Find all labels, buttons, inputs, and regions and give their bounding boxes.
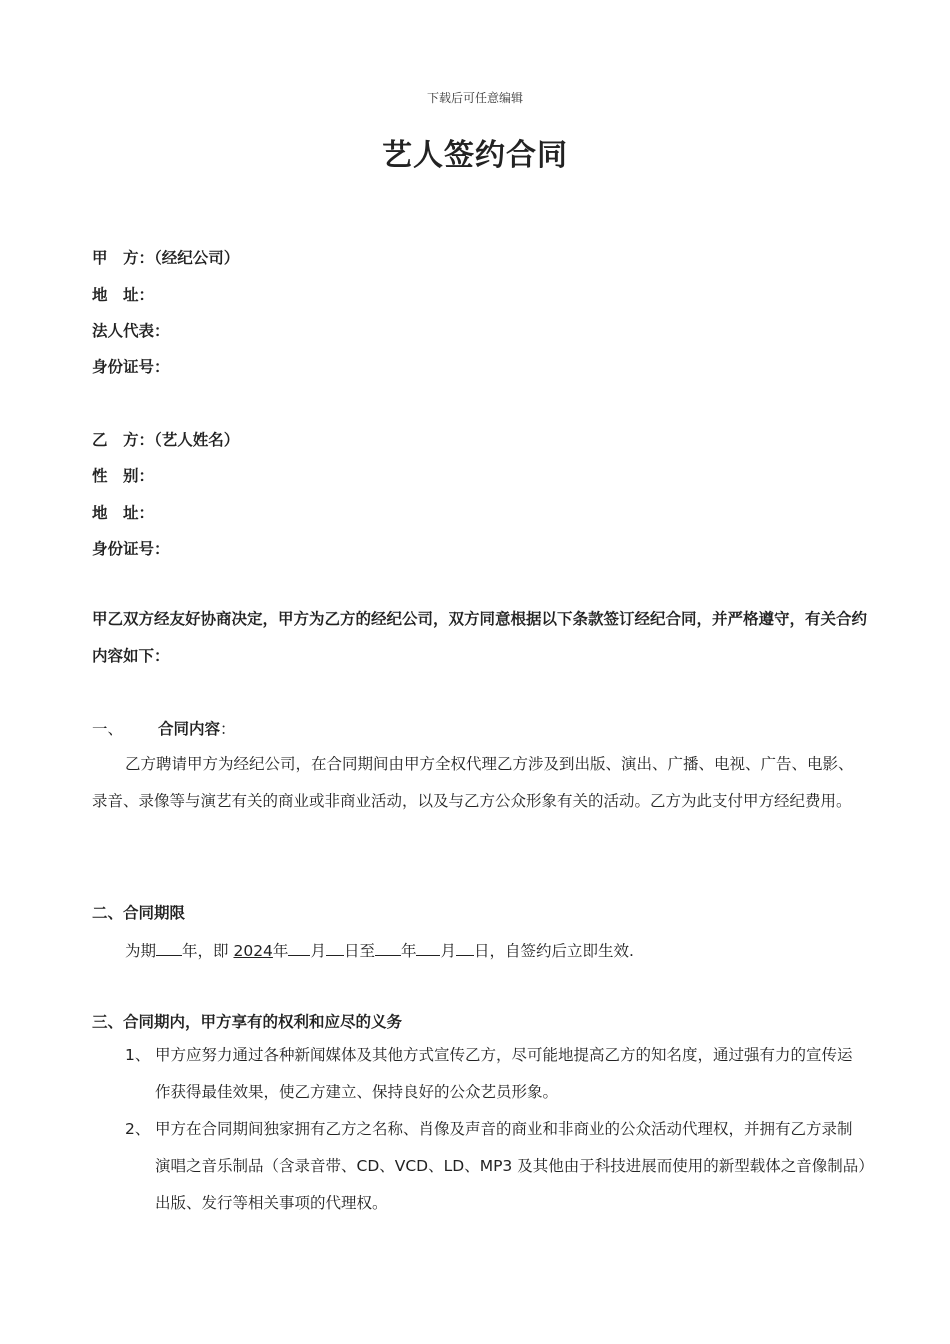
section1-heading (158, 717, 236, 739)
party-a-line (92, 246, 239, 268)
party-a-address-label: 地 址： (92, 286, 155, 304)
section1-body: 乙方聘请甲方为经纪公司，在合同期间由甲方全权代理乙方涉及到出版、演出、广播、电视、广告、电影、录音、录像等与演艺有关的商业或非商业活动，以及与乙方公众形象有关的活动。乙方为此支付甲方经纪费用。 (92, 755, 854, 810)
list-item-text: 甲方应努力通过各种新闻媒体及其他方式宣传乙方，尽可能地提高乙方的知名度，通过强有力的宣传运作获得最佳效果，使乙方建立、保持良好的公众艺员形象。 (155, 1046, 853, 1101)
party-b-value: （艺人姓名） (154, 431, 240, 449)
document-title: 艺人签约合同 (382, 138, 568, 173)
section2-term-line (125, 937, 634, 961)
term-text-6: 年 (400, 942, 417, 960)
term-text-5: 日至 (343, 942, 375, 960)
party-a-value: （经纪公司） (154, 249, 240, 267)
end-day-blank (456, 937, 474, 956)
list-item-number: 1、 (125, 1046, 151, 1064)
term-text-7: 月 (440, 942, 456, 960)
party-a-rep-label: 法人代表： (92, 322, 170, 340)
term-text-8: 日，自签约后立即生效. (474, 942, 634, 960)
section1-colon: ： (220, 720, 236, 738)
term-text-1: 为期 (125, 942, 157, 960)
list-item (125, 1037, 867, 1111)
party-a-id-label: 身份证号： (92, 358, 170, 376)
end-year-blank (375, 937, 401, 956)
intro-paragraph: 甲乙双方经友好协商决定，甲方为乙方的经纪公司，双方同意根据以下条款签订经纪合同，并严格遵守，有关合约内容如下： (92, 610, 868, 665)
term-years-blank (156, 937, 182, 956)
term-text-3: 年 (272, 942, 289, 960)
start-month-blank (288, 937, 310, 956)
party-b-label: 乙 方： (92, 431, 155, 449)
party-a-label: 甲 方： (92, 249, 155, 267)
section2-title: 二、合同期限 (92, 904, 186, 922)
list-item-text: 甲方在合同期间独家拥有乙方之名称、肖像及声音的商业和非商业的公众活动代理权，并拥有乙方录制演唱之音乐制品（含录音带、CD、VCD、LD、MP3 及其他由于科技进展而使用的新型载体之音像制品）出版、发行等相关事项的代理权。 (155, 1120, 866, 1212)
party-b-gender-label: 性 别： (92, 467, 155, 485)
section1-title: 合同内容 (158, 720, 221, 738)
start-day-blank (326, 937, 344, 956)
list-item (125, 1111, 867, 1222)
term-text-4: 月 (310, 942, 326, 960)
list-item-number: 2、 (125, 1120, 151, 1138)
start-year: 2024 (233, 942, 273, 960)
end-month-blank (416, 937, 440, 956)
party-b-address-label: 地 址： (92, 504, 155, 522)
party-b-id-label: 身份证号： (92, 540, 170, 558)
party-b-line (92, 428, 239, 450)
section1-number: 一、 (92, 720, 124, 738)
term-text-2: 年，即 (182, 942, 229, 960)
section3-title: 三、合同期内，甲方享有的权利和应尽的义务 (92, 1013, 403, 1031)
header-note: 下载后可任意编辑 (426, 91, 523, 105)
